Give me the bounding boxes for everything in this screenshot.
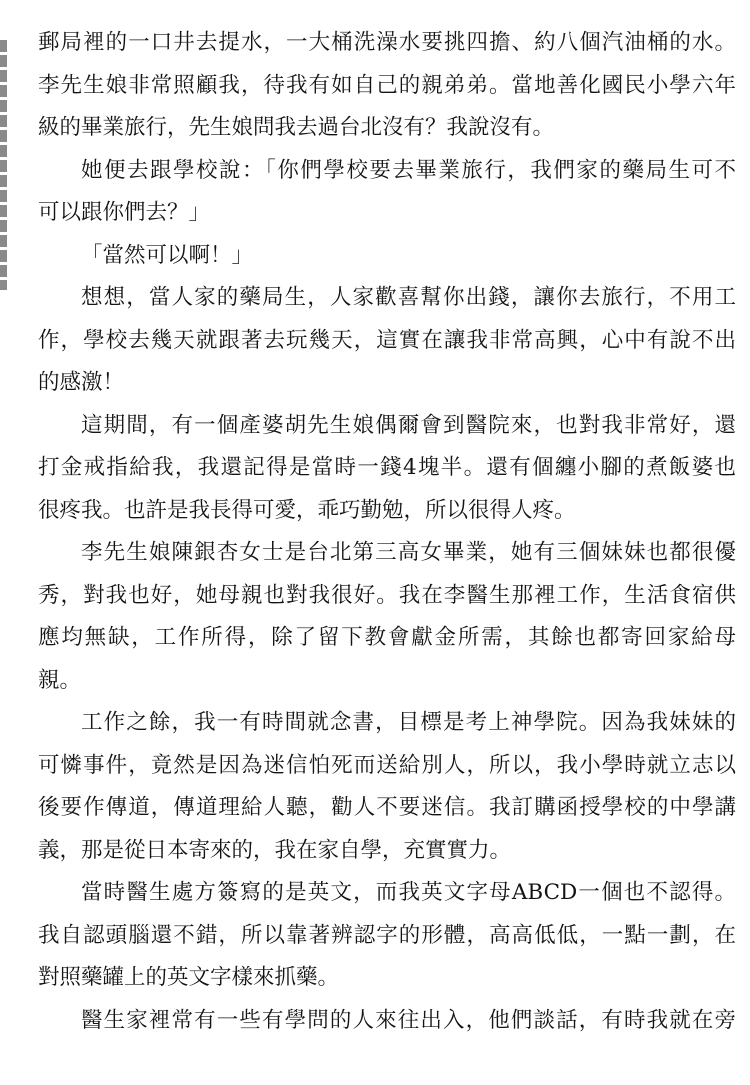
text-line: 親。 xyxy=(38,667,82,693)
text-line: 作，學校去幾天就跟著去玩幾天，這實在讓我非常高興，心中有說不出 xyxy=(38,327,736,353)
text-line: 「當然可以啊！」 xyxy=(81,242,254,268)
text-line: 可以跟你們去？」 xyxy=(38,200,211,225)
text-line: 她便去跟學校說：「你們學校要去畢業旅行，我們家的藥局生可不 xyxy=(81,157,736,183)
text-line: 工作之餘，我一有時間就念書，目標是考上神學院。因為我妹妹的 xyxy=(81,710,736,735)
text-line: 李先生娘非常照顧我，待我有如自己的親弟弟。當地善化國民小學六年 xyxy=(38,72,736,98)
body-text xyxy=(38,22,736,1042)
text-line: 醫生家裡常有一些有學問的人來往出入，他們談話，有時我就在旁 xyxy=(81,1007,736,1033)
text-line: 應均無缺，工作所得，除了留下教會獻金所需，其餘也都寄回家給母 xyxy=(38,625,736,650)
text-line: 郵局裡的一口井去提水，一大桶洗澡水要挑四擔、約八個汽油桶的水。 xyxy=(38,30,736,55)
text-line: 李先生娘陳銀杏女士是台北第三高女畢業，她有三個妹妹也都很優 xyxy=(81,540,736,565)
text-line: 級的畢業旅行，先生娘問我去過台北沒有？我說沒有。 xyxy=(38,115,555,140)
text-line: 打金戒指給我，我還記得是當時一錢4塊半。還有個纏小腳的煮飯婆也 xyxy=(38,455,736,480)
text-line: 的感激！ xyxy=(38,370,125,395)
text-line: 可憐事件，竟然是因為迷信怕死而送給別人，所以，我小學時就立志以 xyxy=(38,752,736,778)
text-line: 義，那是從日本寄來的，我在家自學，充實實力。 xyxy=(38,837,512,863)
text-line: 我自認頭腦還不錯，所以靠著辨認字的形體，高高低低，一點一劃，在 xyxy=(38,922,736,948)
text-line: 後要作傳道，傳道理給人聽，勸人不要迷信。我訂購函授學校的中學講 xyxy=(38,795,736,820)
text-line: 很疼我。也許是我長得可愛，乖巧勤勉，所以很得人疼。 xyxy=(38,497,576,523)
text-line: 這期間，有一個產婆胡先生娘偶爾會到醫院來，也對我非常好，還 xyxy=(81,412,736,438)
text-line: 對照藥罐上的英文字樣來抓藥。 xyxy=(38,965,340,990)
text-line: 秀，對我也好，她母親也對我很好。我在李醫生那裡工作，生活食宿供 xyxy=(38,582,736,608)
scan-edge-artifact xyxy=(0,40,7,290)
text-line: 想想，當人家的藥局生，人家歡喜幫你出錢，讓你去旅行，不用工 xyxy=(81,285,736,310)
text-line: 當時醫生處方簽寫的是英文，而我英文字母ABCD一個也不認得。 xyxy=(81,880,736,905)
